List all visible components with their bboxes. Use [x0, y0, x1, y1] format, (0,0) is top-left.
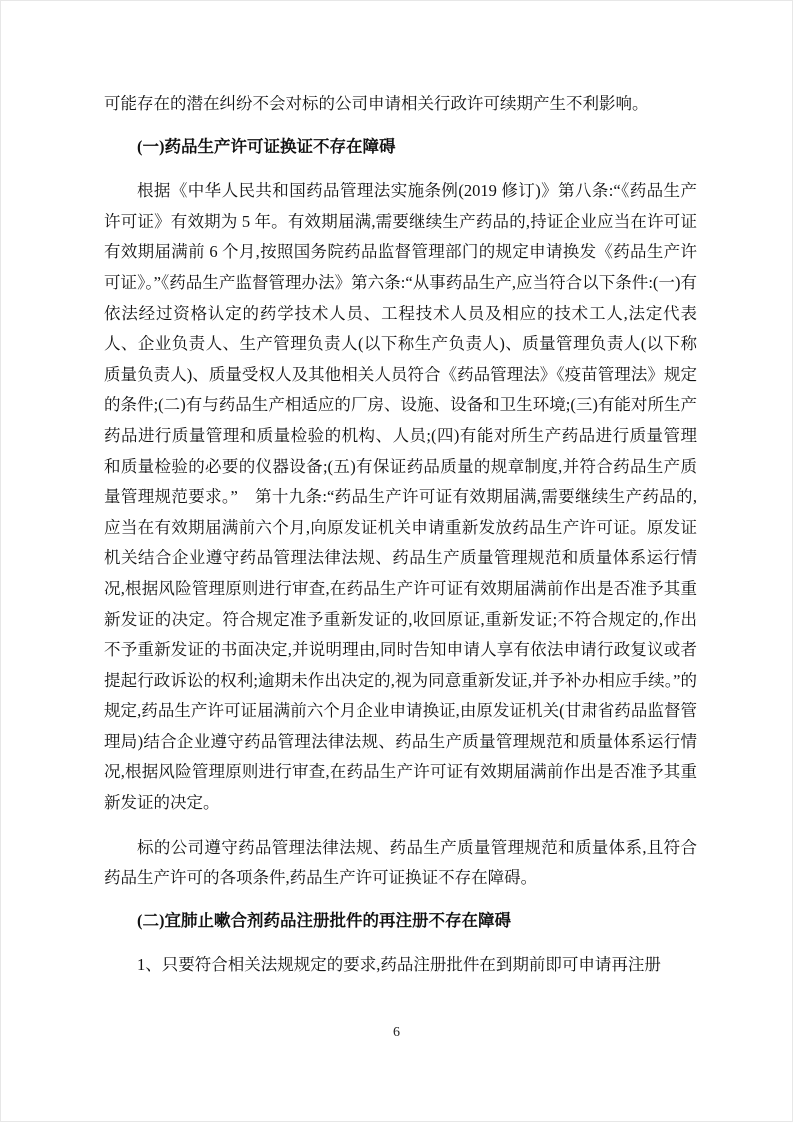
- page-number: 6: [393, 1025, 400, 1040]
- paragraph-reregistration: 1、只要符合相关法规规定的要求,药品注册批件在到期前即可申请再注册: [137, 955, 661, 975]
- section-heading-drug-reregistration: (二)宜肺止嗽合剂药品注册批件的再注册不存在障碍: [137, 910, 511, 930]
- paragraph-continuation: 可能存在的潜在纠纷不会对标的公司申请相关行政许可续期产生不利影响。: [104, 94, 649, 113]
- paragraph-license-conclusion: 标的公司遵守药品管理法律法规、药品生产质量管理规范和质量体系,且符合药品生产许可的各项条件,药品生产许可证换证不存在障碍。: [104, 837, 697, 888]
- section-heading-license-renewal: (一)药品生产许可证换证不存在障碍: [137, 136, 396, 156]
- document-body: [104, 89, 697, 981]
- paragraph-legal-basis: 根据《中华人民共和国药品管理法实施条例(2019 修订)》第八条:“《药品生产许可证》有效期为 5 年。有效期届满,需要继续生产药品的,持证企业应当在许可证有效期届满前 6 个月,按照国务院药品监督管理部门的规定申请换发《药品生产许可证》。”《药品生产监督管理办法》第六条:“从事药品生产,应当符合以下条件:(一)有依法经过资格认定的药学技术人员、工程技术人员及相应的技术工人,法定代表人、企业负责人、生产管理负责人(以下称生产负责人)、质量管理负责人(以下称质量负责人)、质量受权人及其他相关人员符合《药品管理法》《疫苗管理法》规定的条件;(二)有与药品生产相适应的厂房、设施、设备和卫生环境;(三)有能对所生产药品进行质量管理和质量检验的机构、人员;(四)有能对所生产药品进行质量管理和质量检验的必要的仪器设备;(五)有保证药品质量的规章制度,并符合药品生产质量管理规范要求。” 第十九条:“药品生产许可证有效期届满,需要继续生产药品的,应当在有效期届满前六个月,向原发证机关申请重新发放药品生产许可证。原发证机关结合企业遵守药品管理法律法规、药品生产质量管理规范和质量体系运行情况,根据风险管理原则进行审查,在药品生产许可证有效期届满前作出是否准予其重新发证的决定。符合规定准予重新发证的,收回原证,重新发证;不符合规定的,作出不予重新发证的书面决定,并说明理由,同时告知申请人享有依法申请行政复议或者提起行政诉讼的权利;逾期未作出决定的,视为同意重新发证,并予补办相应手续。”的规定,药品生产许可证届满前六个月企业申请换证,由原发证机关(甘肃省药品监督管理局)结合企业遵守药品管理法律法规、药品生产质量管理规范和质量体系运行情况,根据风险管理原则进行审查,在药品生产许可证有效期届满前作出是否准予其重新发证的决定。: [104, 181, 697, 813]
